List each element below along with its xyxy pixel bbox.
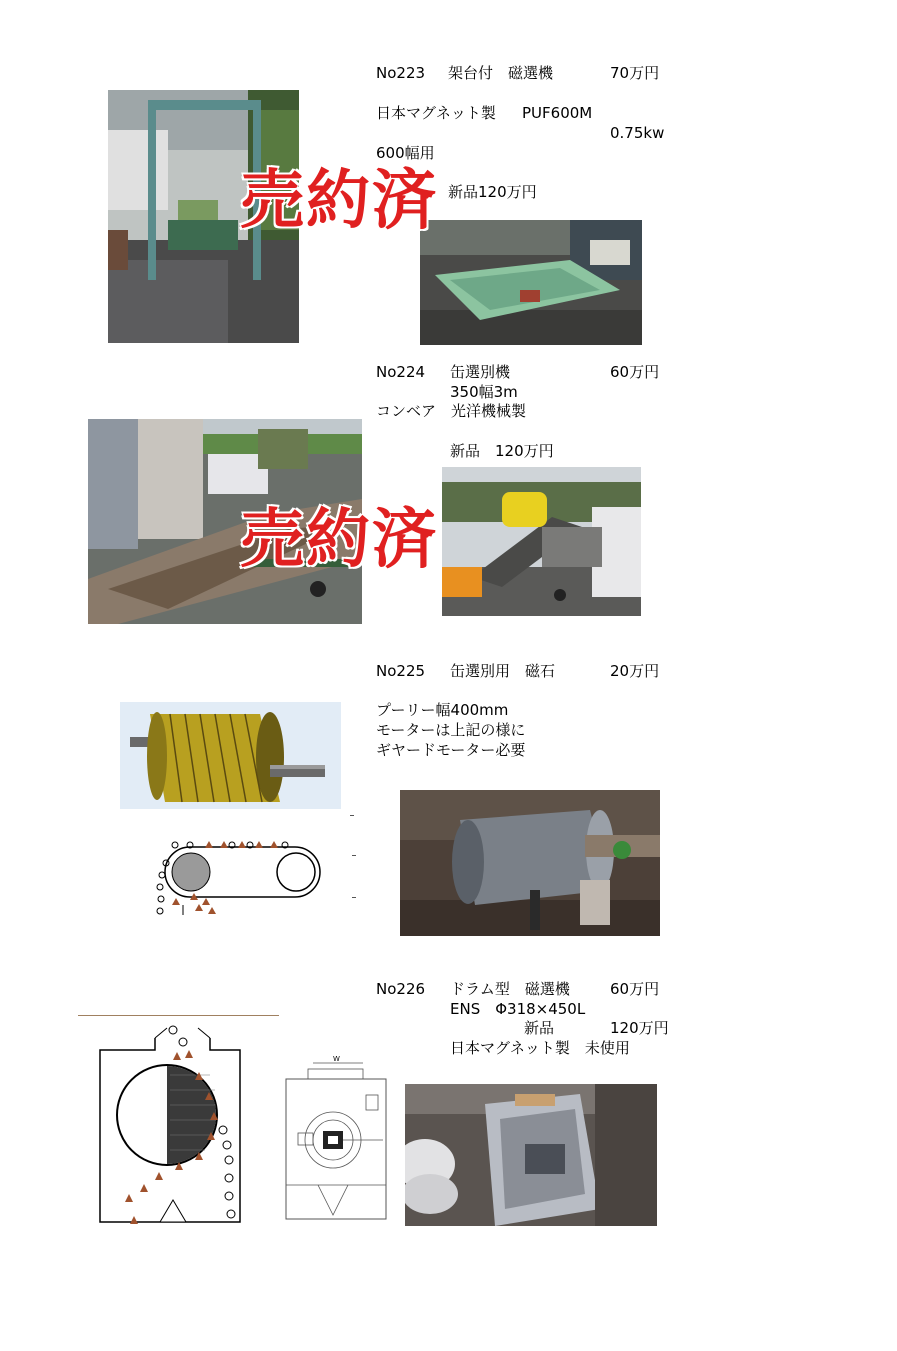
item-223-model: PUF600M [522, 104, 593, 122]
item-225-price: 20万円 [610, 662, 660, 680]
item-224-name: 缶選別機 [450, 363, 511, 381]
item-223-photo-magnet [420, 220, 642, 345]
diagram-tick-mark [350, 815, 354, 816]
divider-line [78, 1015, 279, 1016]
item-226-price: 60万円 [610, 980, 660, 998]
item-226-maker: 日本マグネット製 未使用 [450, 1039, 630, 1057]
item-223-name: 架台付 磁選機 [448, 64, 554, 82]
item-223-price: 70万円 [610, 64, 660, 82]
item-225-photo-pulley [400, 790, 660, 936]
item-225-separation-diagram [150, 835, 325, 920]
item-223-width: 600幅用 [376, 144, 435, 162]
item-223-number: No223 [376, 64, 426, 82]
item-223-new-price: 新品120万円 [448, 183, 537, 201]
item-225-line3: ギヤードモーター必要 [376, 741, 526, 759]
item-226-dimension-label: W [333, 1055, 340, 1063]
item-224-number: No224 [376, 363, 426, 381]
item-226-dimension-drawing [278, 1055, 393, 1225]
diagram-tick-mark [352, 855, 356, 856]
item-226-photo-wrapped [405, 1084, 657, 1226]
item-223-maker: 日本マグネット製 [376, 104, 496, 122]
diagram-tick-mark [352, 897, 356, 898]
item-226-spec: ENS Φ318×450L [450, 1000, 586, 1018]
item-226-new-price: 120万円 [610, 1019, 669, 1037]
item-226-drum-diagram [95, 1020, 250, 1226]
item-225-line1: プーリー幅400mm [376, 701, 509, 719]
item-224-sold-stamp: 売約済 [240, 503, 438, 577]
item-226-number: No226 [376, 980, 426, 998]
item-224-new-price: 新品 120万円 [450, 442, 554, 460]
item-224-spec: 350幅3m [450, 383, 518, 401]
item-224-photo-conveyor [442, 467, 641, 616]
item-223-power: 0.75kw [610, 124, 665, 142]
item-223-sold-stamp: 売約済 [240, 164, 438, 238]
item-225-number: No225 [376, 662, 426, 680]
item-225-pulley-image [120, 702, 341, 809]
item-224-price: 60万円 [610, 363, 660, 381]
item-225-line2: モーターは上記の様に [376, 721, 526, 739]
item-224-maker: コンベア 光洋機械製 [376, 402, 527, 420]
item-226-new-label: 新品 [524, 1019, 555, 1037]
item-226-name: ドラム型 磁選機 [450, 980, 570, 998]
item-225-name: 缶選別用 磁石 [450, 662, 556, 680]
